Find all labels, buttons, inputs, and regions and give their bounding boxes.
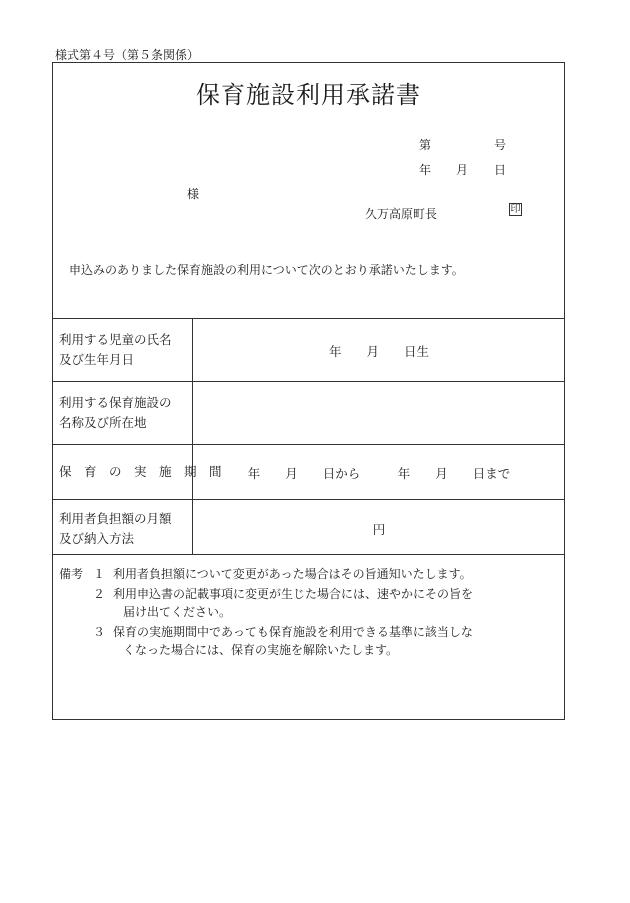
table-row-label: 利用者負担額の月額 及び納入方法: [59, 511, 172, 546]
row-divider-2: [53, 444, 564, 445]
number-prefix: 第: [419, 138, 432, 152]
date-day: 日: [494, 163, 507, 177]
remark-number: １: [93, 567, 106, 581]
document-title: 保育施設利用承諾書: [196, 81, 421, 109]
remark-line: 利用申込書の記載事項に変更が生じた場合には、速やかにその旨を: [113, 587, 474, 601]
remark-line: くなった場合には、保育の実施を解除いたします。: [123, 643, 399, 657]
seal-mark: 印: [510, 204, 521, 215]
date-month: 月: [456, 163, 469, 177]
remark-number: ３: [93, 625, 106, 639]
row-divider-3: [53, 499, 564, 500]
fee-value: 円: [372, 522, 386, 537]
remark-number: ２: [93, 587, 106, 601]
issuer-name: 久万高原町長: [365, 207, 438, 221]
date-year: 年: [419, 163, 432, 177]
period-value: 年 月 日から 年 月 日まで: [247, 466, 511, 481]
table-row-label: 保 育 の 実 施 期 間: [59, 464, 222, 479]
remark-line: 届け出てください。: [123, 605, 232, 619]
remarks-heading: 備考: [59, 567, 84, 581]
remark-line: 保育の実施期間中であっても保育施設を利用できる基準に該当しな: [113, 625, 473, 639]
row-divider-1: [53, 381, 564, 382]
intro-text: 申込みのありました保育施設の利用について次のとおり承諾いたします。: [69, 263, 464, 277]
table-bottom-line: [53, 554, 564, 555]
remark-line: 利用者負担額について変更があった場合はその旨通知いたします。: [113, 567, 472, 581]
birthdate-value: 年 月 日生: [328, 344, 429, 359]
document-frame: [52, 62, 565, 720]
addressee-honorific: 様: [187, 187, 200, 201]
table-top-line: [53, 318, 564, 319]
form-number-label: 様式第４号（第５条関係）: [55, 48, 200, 62]
number-suffix: 号: [494, 138, 507, 152]
table-row-label: 利用する児童の氏名 及び生年月日: [59, 332, 172, 367]
table-row-label: 利用する保育施設の 名称及び所在地: [59, 395, 172, 430]
